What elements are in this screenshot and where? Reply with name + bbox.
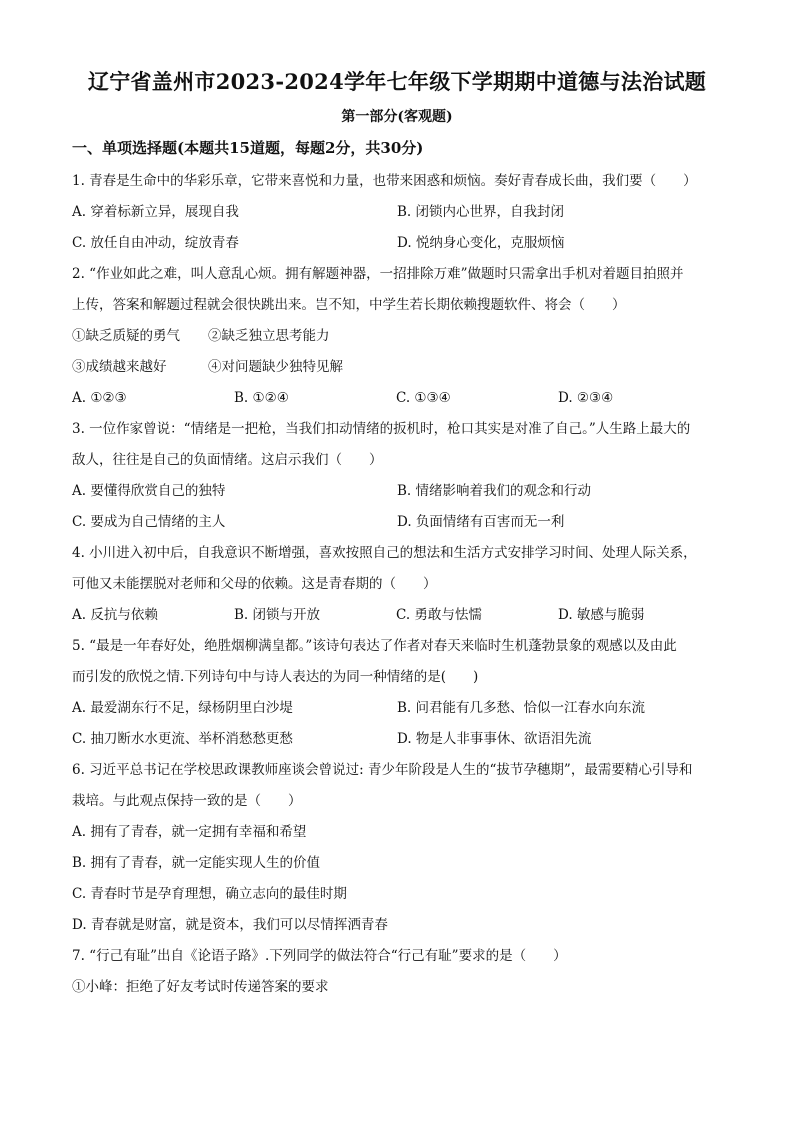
- option-a[interactable]: A. 要懂得欣赏自己的独特: [72, 483, 226, 499]
- option-row: [72, 201, 728, 232]
- question-4: [72, 542, 728, 635]
- question-6: [72, 759, 728, 945]
- option-row: [72, 387, 728, 418]
- part-subtitle: 第一部分(客观题): [341, 109, 453, 125]
- option-row: [72, 697, 728, 728]
- question-7: [72, 945, 728, 1007]
- option-row: [72, 604, 728, 635]
- option-b[interactable]: B. 拥有了青春，就一定能实现人生的价值: [72, 855, 321, 871]
- question-1: [72, 170, 728, 263]
- question-list: [72, 170, 728, 1007]
- option-c[interactable]: C. 放任自由冲动，绽放青春: [72, 235, 239, 251]
- option-a[interactable]: A. 穿着标新立异，展现自我: [72, 204, 239, 220]
- question-5: [72, 635, 728, 759]
- statement-row: [72, 356, 728, 387]
- option-row: [72, 511, 728, 542]
- question-2: [72, 263, 728, 418]
- option-row: [72, 480, 728, 511]
- option-a[interactable]: A. 反抗与依赖: [72, 607, 158, 623]
- question-stem: 敌人，往往是自己的负面情绪。这启示我们（ ）: [72, 452, 383, 468]
- question-stem: 5. “最是一年春好处，绝胜烟柳满皇都。”该诗句表达了作者对春天来临时生机蓬勃景象的观感以及由此: [72, 638, 677, 654]
- option-c[interactable]: C. 抽刀断水水更流、举杯消愁愁更愁: [72, 731, 293, 747]
- option-d[interactable]: D. 悦纳身心变化，克服烦恼: [397, 235, 565, 251]
- question-stem: 6. 习近平总书记在学校思政课教师座谈会曾说过: 青少年阶段是人生的“拔节孕穗期”，最需要精心引导和: [72, 762, 693, 778]
- option-d[interactable]: D. 物是人非事事休、欲语泪先流: [397, 731, 592, 747]
- option-d[interactable]: D. 敏感与脆弱: [558, 607, 645, 623]
- question-stem: 可他又未能摆脱对老师和父母的依赖。这是青春期的（ ）: [72, 576, 437, 592]
- option-b[interactable]: B. 闭锁内心世界，自我封闭: [397, 204, 565, 220]
- statement-3: ③成绩越来越好: [72, 359, 167, 375]
- option-d[interactable]: D. 青春就是财富，就是资本，我们可以尽情挥洒青春: [72, 917, 388, 933]
- option-a[interactable]: A. ①②③: [72, 390, 127, 406]
- option-b[interactable]: B. 问君能有几多愁、恰似一江春水向东流: [397, 700, 646, 716]
- section-heading: 一、单项选择题(本题共15道题，每题2分，共30分): [72, 139, 424, 157]
- question-stem: 7. “行己有耻”出自《论语子路》.下列同学的做法符合“行己有耻”要求的是（ ）: [72, 948, 567, 964]
- option-d[interactable]: D. ②③④: [558, 390, 614, 406]
- option-c[interactable]: C. 青春时节是孕育理想，确立志向的最佳时期: [72, 886, 347, 902]
- option-c[interactable]: C. 勇敢与怯懦: [396, 607, 482, 623]
- question-stem: 上传，答案和解题过程就会很快跳出来。岂不知，中学生若长期依赖搜题软件、将会（ ）: [72, 297, 626, 313]
- question-stem: 4. 小川进入初中后，自我意识不断增强，喜欢按照自己的想法和生活方式安排学习时间、处理人际关系，: [72, 545, 697, 561]
- question-stem: 3. 一位作家曾说：“情绪是一把枪，当我们扣动情绪的扳机时，枪口其实是对准了自己。”人生路上最大的: [72, 421, 691, 437]
- option-a[interactable]: A. 拥有了青春，就一定拥有幸福和希望: [72, 824, 307, 840]
- option-b[interactable]: B. 闭锁与开放: [234, 607, 321, 623]
- option-a[interactable]: A. 最爱湖东行不足，绿杨阴里白沙堤: [72, 700, 293, 716]
- option-d[interactable]: D. 负面情绪有百害而无一利: [397, 514, 565, 530]
- statement-row: [72, 325, 728, 356]
- option-c[interactable]: C. 要成为自己情绪的主人: [72, 514, 226, 530]
- page-title: 辽宁省盖州市2023-2024学年七年级下学期期中道德与法治试题: [87, 69, 707, 94]
- statement-1: ①小峰：拒绝了好友考试时传递答案的要求: [72, 979, 329, 995]
- statement-4: ④对问题缺少独特见解: [208, 359, 343, 375]
- question-stem: 而引发的欣悦之情.下列诗句中与诗人表达的为同一种情绪的是( ): [72, 669, 479, 685]
- question-stem: 1. 青春是生命中的华彩乐章，它带来喜悦和力量，也带来困惑和烦恼。奏好青春成长曲，我们要（ ）: [72, 173, 697, 189]
- statement-1: ①缺乏质疑的勇气: [72, 328, 180, 344]
- option-c[interactable]: C. ①③④: [396, 390, 451, 406]
- option-b[interactable]: B. 情绪影响着我们的观念和行动: [397, 483, 592, 499]
- question-stem: 2. “作业如此之难，叫人意乱心烦。拥有解题神器，一招排除万难”做题时只需拿出手机对着题目拍照并: [72, 266, 684, 282]
- statement-2: ②缺乏独立思考能力: [208, 328, 330, 344]
- option-row: [72, 728, 728, 759]
- question-stem: 栽培。与此观点保持一致的是（ ）: [72, 793, 302, 809]
- option-row: [72, 232, 728, 263]
- question-3: [72, 418, 728, 542]
- option-b[interactable]: B. ①②④: [234, 390, 289, 406]
